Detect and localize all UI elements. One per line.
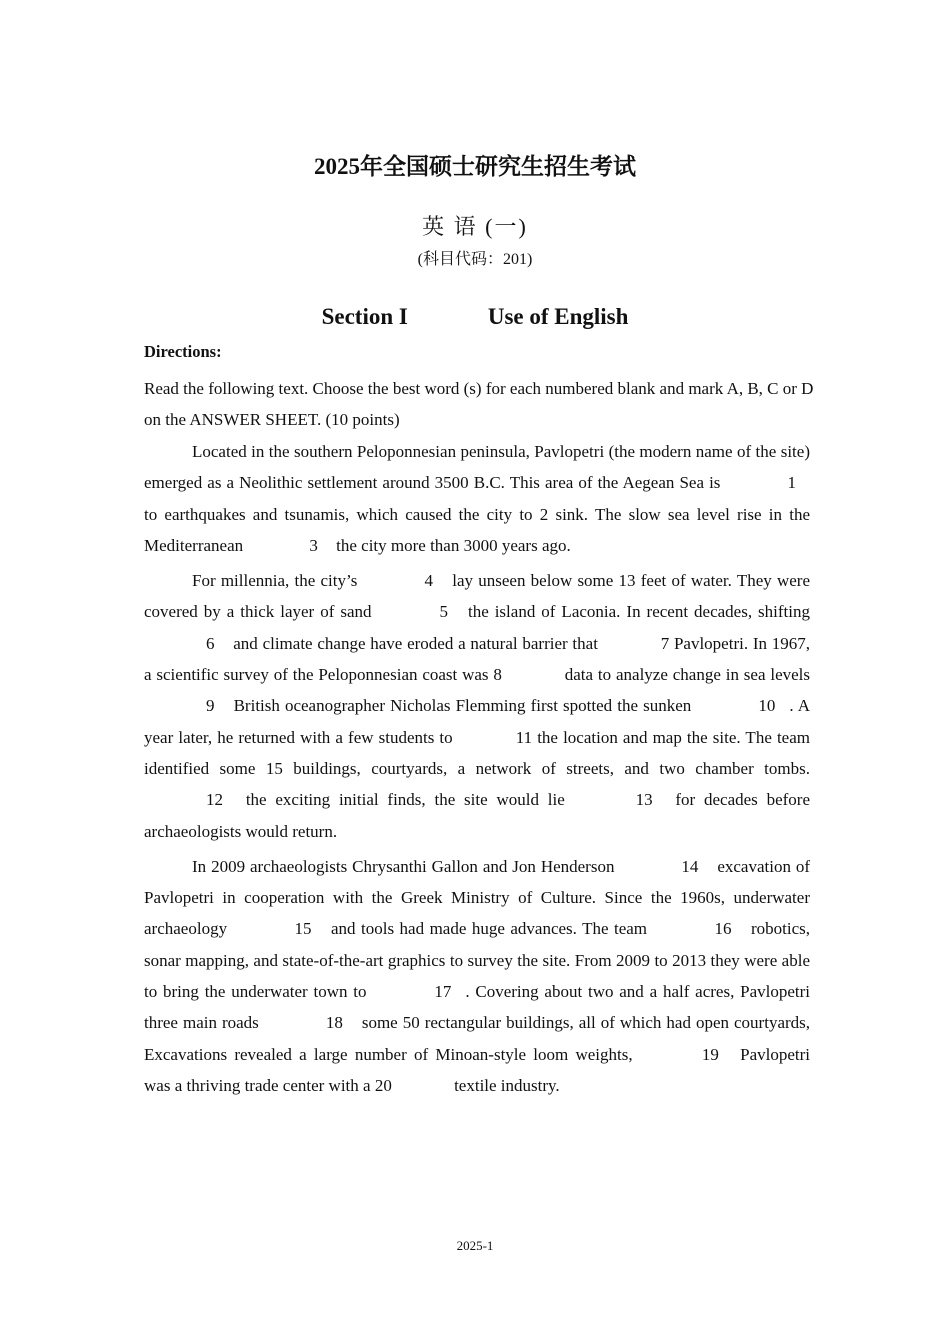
blank-17: 17 xyxy=(434,982,452,1002)
paragraph-3 xyxy=(144,851,810,1101)
passage-text: to earthquakes and tsunamis, which caused the city to 2 sink. The slow sea level rise in the Mediterranean xyxy=(144,504,810,555)
passage-text: British oceanographer Nicholas Flemming first spotted the sunken xyxy=(233,696,692,716)
passage-text: For millennia, the city’s xyxy=(192,571,358,591)
passage-text: . A year later, he returned with a few students to xyxy=(144,696,811,747)
blank-6: 6 xyxy=(206,633,215,653)
passage-text: In 2009 archaeologists Chrysanthi Gallon and Jon Henderson xyxy=(192,856,615,876)
blank-13: 13 xyxy=(635,790,653,810)
passage-text: and climate change have eroded a natural barrier that xyxy=(233,633,598,653)
blank-19: 19 xyxy=(701,1044,719,1064)
page-number: 2025-1 xyxy=(456,1238,494,1253)
cloze-passage xyxy=(144,436,810,1105)
blank-10: 10 xyxy=(758,696,776,716)
passage-text: the exciting initial finds, the site would lie xyxy=(245,790,565,810)
section-name: Use of English xyxy=(487,304,629,329)
exam-subject: 英 语 (一) xyxy=(422,214,528,239)
blank-14: 14 xyxy=(681,856,699,876)
blank-12: 12 xyxy=(206,790,223,810)
blank-5: 5 xyxy=(439,602,448,622)
section-heading xyxy=(0,304,950,330)
blank-15: 15 xyxy=(294,919,312,939)
blank-16: 16 xyxy=(714,919,732,939)
blank-18: 18 xyxy=(325,1013,343,1033)
blank-3: 3 xyxy=(309,535,318,555)
section-number: Section I xyxy=(321,304,408,329)
passage-text: the island of Laconia. In recent decades, shifting xyxy=(467,602,811,622)
passage-text: Pavlopetri was a thriving trade center with a 20 xyxy=(144,1044,811,1095)
blank-4: 4 xyxy=(424,571,434,591)
subject-code: (科目代码：201) xyxy=(417,251,533,268)
blank-1: 1 xyxy=(787,473,797,493)
passage-text: 11 the location and map the site. The team identified some 15 buildings, courtyards, a network of streets, and two chamber tombs. xyxy=(144,727,810,778)
directions-text: Read the following text. Choose the best word (s) for each numbered blank and mark A, B, C or D on the ANSWER SHEET. (10 points) xyxy=(144,379,814,429)
directions-heading: Directions: xyxy=(144,342,222,361)
passage-text: and tools had made huge advances. The team xyxy=(331,919,648,939)
paragraph-2 xyxy=(144,565,810,847)
passage-text: for decades before archaeologists would return. xyxy=(144,790,811,841)
passage-text: excavation of Pavlopetri in cooperation with the Greek Ministry of Culture. Since the 1960s, underwater archaeology xyxy=(144,856,811,939)
blank-9: 9 xyxy=(206,696,215,716)
passage-text: the city more than 3000 years ago. xyxy=(336,535,571,555)
passage-text: lay unseen below some 13 feet of water. They were covered by a thick layer of sand xyxy=(144,571,810,622)
passage-text: Located in the southern Peloponnesian peninsula, Pavlopetri (the modern name of the site) emerged as a Neolithic settlement around 3500 B.C. This area of the Aegean Sea is xyxy=(144,442,810,493)
passage-text: robotics, sonar mapping, and state-of-the-art graphics to survey the site. From 2009 to 2013 they were able to bring the underwater town to xyxy=(144,919,810,1002)
passage-text: . Covering about two and a half acres, Pavlopetri three main roads xyxy=(144,982,810,1033)
exam-title: 2025年全国硕士研究生招生考试 xyxy=(314,154,636,179)
passage-text: data to analyze change in sea levels xyxy=(564,665,811,685)
passage-text: some 50 rectangular buildings, all of which had open courtyards, Excavations revealed a large number of Minoan-style loom weights, xyxy=(144,1013,811,1064)
passage-text: textile industry. xyxy=(454,1075,560,1095)
paragraph-1 xyxy=(144,436,810,561)
passage-text: 7 Pavlopetri. In 1967, a scientific survey of the Peloponnesian coast was 8 xyxy=(144,633,810,685)
